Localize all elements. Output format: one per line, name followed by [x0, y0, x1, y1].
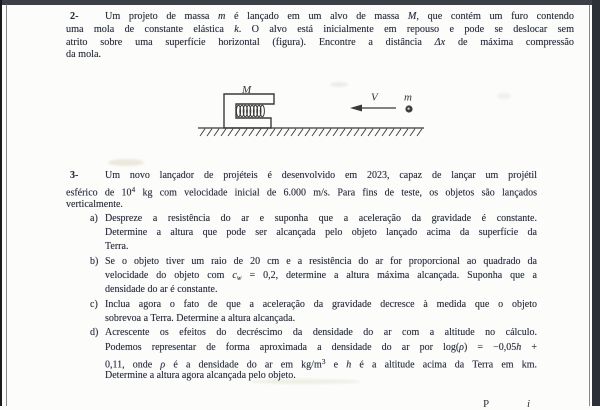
- text-segment: atrito sobre uma superfície horizontal (figura). Encontre a distância: [66, 36, 435, 48]
- text-segment: sobrevoa a Terra. Determine a altura alcançada.: [105, 312, 296, 324]
- item-label: c): [90, 298, 98, 310]
- text-line: [66, 37, 574, 50]
- ground-hatching: [200, 129, 422, 136]
- text-segment: ) = −0,05: [463, 341, 517, 353]
- text-segment: velocidade do objeto com: [105, 270, 233, 282]
- text-segment: = 0,2, determine a altura máxima alcançada. Suponha que a: [241, 270, 537, 282]
- text-segment: h: [516, 341, 522, 353]
- footer-fragment: i: [527, 398, 531, 410]
- scan-smudge: [497, 93, 511, 99]
- text-segment: uma mola de constante elástica: [66, 23, 235, 35]
- text-line: [66, 24, 574, 37]
- scan-border-left-inner: [6, 4, 7, 406]
- text-line: [66, 198, 537, 212]
- text-segment: Despreze a resistência do ar e suponha que a aceleração da gravidade é constante.: [105, 212, 537, 224]
- text-line: [90, 326, 537, 340]
- velocity-label: V: [371, 91, 378, 104]
- text-line: [90, 212, 537, 226]
- text-segment: da mola.: [66, 49, 102, 61]
- text-segment: m: [218, 11, 226, 22]
- text-segment: 2-: [70, 11, 79, 22]
- text-segment: Um projeto de massa: [105, 11, 219, 22]
- text-segment: Δx: [434, 36, 446, 48]
- text-segment: é a densidade do ar em kg/m: [165, 359, 322, 371]
- scan-border-left: [0, 0, 2, 406]
- block-mass-label: M: [242, 84, 252, 96]
- velocity-arrow-head: [350, 105, 362, 112]
- scan-border-right: [592, 0, 600, 406]
- text-segment: 3-: [70, 170, 79, 181]
- text-segment: ρ: [160, 359, 166, 371]
- item-label: a): [90, 212, 98, 224]
- text-segment: de máxima compressão: [445, 36, 575, 48]
- text-segment: 0,11, onde: [105, 359, 161, 371]
- text-segment: Um novo lançador de projéteis é desenvolvido em 2023, capaz de lançar um projétil: [105, 170, 537, 181]
- text-segment: w: [236, 274, 242, 283]
- text-segment: Inclua agora o fato de que a aceleração da gravidade decresce à medida que o objeto: [105, 298, 537, 310]
- text-segment: densidade do ar é constante.: [105, 284, 218, 296]
- text-segment: M: [407, 11, 417, 22]
- text-segment: c: [232, 270, 237, 282]
- item-label: b): [90, 255, 99, 267]
- text-segment: ρ: [459, 341, 464, 353]
- text-segment: e: [325, 359, 347, 371]
- text-segment: kg com velocidade inicial de 6.000 m/s. Para fins de teste, os objetos são lançados: [135, 187, 537, 199]
- text-segment: Acrescente os efeitos do decréscimo da densidade do ar com a altitude no cálculo.: [105, 327, 537, 339]
- text-segment: k: [234, 23, 239, 35]
- text-line: [105, 283, 537, 297]
- scan-border-top: [0, 0, 600, 5]
- text-segment: Podemos representar de forma aproximada a densidade do ar por log(: [105, 341, 460, 353]
- spring-icon: [236, 105, 264, 117]
- text-line: [105, 226, 537, 240]
- text-segment: verticalmente.: [66, 198, 123, 210]
- text-line: [105, 369, 537, 383]
- projectile-ball-highlight: [408, 108, 410, 110]
- text-line: [66, 183, 537, 197]
- text-segment: Determine a altura agora alcançada pelo objeto.: [105, 370, 296, 382]
- text-line: [105, 341, 537, 355]
- text-segment: . O alvo está inicialmente em repouso e pode se deslocar sem: [238, 23, 574, 35]
- projectile-mass-label: m: [404, 91, 412, 104]
- scan-smudge: [108, 159, 144, 166]
- text-segment: h: [346, 359, 352, 371]
- text-line: [66, 49, 574, 62]
- text-line: [66, 11, 574, 24]
- text-segment: Terra.: [105, 241, 129, 253]
- cut-off-footer-text: [478, 397, 558, 410]
- text-line: [105, 355, 537, 369]
- text-segment: , que contém um furo contendo: [416, 11, 574, 22]
- footer-fragment: P: [483, 398, 490, 410]
- text-segment: 3: [321, 356, 326, 366]
- text-line: [105, 312, 537, 326]
- figure-spring-block-diagram: [150, 75, 480, 145]
- item-label: d): [90, 327, 99, 339]
- text-line: [90, 255, 537, 269]
- text-segment: é a altitude acima da Terra em km.: [351, 359, 537, 371]
- text-segment: é lançado em um alvo de massa: [225, 11, 408, 22]
- text-segment: 4: [131, 185, 136, 195]
- text-line: [105, 269, 537, 283]
- text-segment: Determine a altura que pode ser alcançada pelo objeto lançado acima da superfície da: [105, 227, 537, 239]
- text-segment: +: [521, 341, 538, 353]
- text-segment: esférico de 10: [66, 187, 132, 199]
- text-line: [105, 240, 537, 254]
- text-line: [66, 169, 537, 183]
- text-segment: Se o objeto tiver um raio de 20 cm e a resistência do ar for proporcional ao quadrado da: [105, 255, 537, 267]
- problem-3-block: [66, 169, 537, 383]
- scan-border-right-inner: [589, 4, 590, 406]
- text-line: [90, 298, 537, 312]
- problem-2-paragraph: [66, 11, 574, 62]
- target-block-shape: [224, 94, 274, 128]
